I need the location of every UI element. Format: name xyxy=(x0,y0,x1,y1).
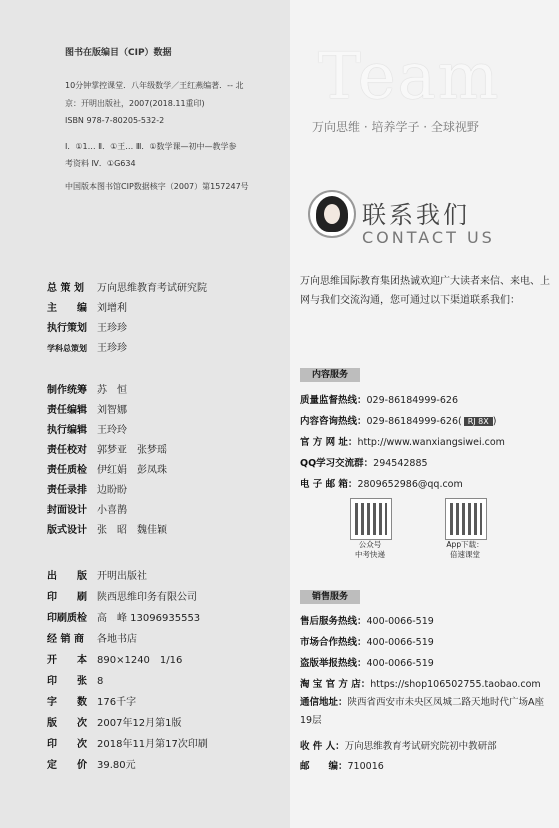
email-link[interactable]: 2809652986@qq.com xyxy=(357,479,463,490)
contact-heading-en: CONTACT US xyxy=(362,228,495,247)
qr-caption: App下载： 倍速课堂 xyxy=(446,540,484,559)
edition-tag: RJ 8X xyxy=(464,417,493,426)
cip-line: 中国版本图书馆CIP数据核字（2007）第157247号 xyxy=(65,182,249,191)
info-row: 淘 宝 官 方 店：https://shop106502755.taobao.com xyxy=(300,679,541,690)
intro-text: 万向思维国际教育集团热诚欢迎广大读者来信、来电、上网与我们交流沟通，您可通过以下渠道联系我们： xyxy=(300,276,550,306)
credit-row: 责任校对 郭梦亚 张梦瑶 xyxy=(47,445,167,456)
cip-line: 考资料 Ⅳ．①G634 xyxy=(65,159,136,168)
credit-row: 责任质检 伊红娟 彭凤珠 xyxy=(47,465,167,476)
credit-row: 印 张 8 xyxy=(47,676,104,687)
credit-row: 学科总策划 王珍珍 xyxy=(47,343,127,354)
address-block: 通信地址：陕西省西安市未央区凤城二路天地时代广场A座19层 xyxy=(300,697,545,726)
sales-service-heading: 销售服务 xyxy=(300,590,360,604)
contact-heading: 联系我们 xyxy=(362,201,470,229)
info-row: 电 子 邮 箱：2809652986@qq.com xyxy=(300,479,463,490)
info-row: 售后服务热线：400-0066-519 xyxy=(300,616,434,627)
credit-row: 总 策 划 万向思维教育考试研究院 xyxy=(47,283,207,294)
credit-row: 执行策划 王珍珍 xyxy=(47,323,127,334)
credit-row: 印 刷 陕西思维印务有限公司 xyxy=(47,592,197,603)
credit-row: 印刷质检 高 峰 13096935553 xyxy=(47,613,201,624)
credit-row: 字 数 176千字 xyxy=(47,697,137,708)
cip-line: 10分钟掌控课堂．八年级数学／王红燕编著．-- 北 xyxy=(65,81,244,90)
cip-line: Ⅰ．①1… Ⅱ．①王… Ⅲ．①数学课—初中—教学参 xyxy=(65,142,237,151)
credit-row: 经 销 商 各地书店 xyxy=(47,634,137,645)
cip-line: ISBN 978-7-80205-532-2 xyxy=(65,116,165,125)
qr-code-icon xyxy=(445,498,487,540)
postcode-row: 邮 编：710016 xyxy=(300,761,384,772)
website-link[interactable]: http://www.wanxiangsiwei.com xyxy=(357,437,505,448)
credit-row: 出 版 开明出版社 xyxy=(47,571,147,582)
slogan: 万向思维 · 培养学子 · 全球视野 xyxy=(312,120,479,134)
info-row: 内容咨询热线：029-86184999-626( RJ 8X ) xyxy=(300,416,497,427)
team-wordmark: Team xyxy=(318,40,501,114)
info-row: 市场合作热线：400-0066-519 xyxy=(300,637,434,648)
info-row: 官 方 网 址：http://www.wanxiangsiwei.com xyxy=(300,437,505,448)
credit-row: 版 次 2007年12月第1版 xyxy=(47,718,182,729)
credit-row: 制作统筹 苏 恒 xyxy=(47,385,127,396)
receiver-row: 收 件 人：万向思维教育考试研究院初中教研部 xyxy=(300,741,497,752)
info-row: QQ学习交流群：294542885 xyxy=(300,458,428,469)
credit-row: 开 本 890×1240 1/16 xyxy=(47,655,183,666)
info-row: 盗版举报热线：400-0066-519 xyxy=(300,658,434,669)
taobao-link[interactable]: https://shop106502755.taobao.com xyxy=(370,679,541,690)
qr-caption: 公众号 中考快递 xyxy=(355,540,385,559)
credit-row: 主 编 刘增利 xyxy=(47,303,127,314)
credit-row: 责任编辑 刘智娜 xyxy=(47,405,127,416)
qr-code-icon xyxy=(350,498,392,540)
credit-row: 定 价 39.80元 xyxy=(47,760,136,771)
avatar-illustration xyxy=(308,190,356,238)
info-row: 质量监督热线：029-86184999-626 xyxy=(300,395,458,406)
credit-row: 执行编辑 王玲玲 xyxy=(47,425,127,436)
credit-row: 印 次 2018年11月第17次印刷 xyxy=(47,739,208,750)
credit-row: 版式设计 张 昭 魏佳颖 xyxy=(47,525,167,536)
cip-line: 京：开明出版社，2007(2018.11重印) xyxy=(65,99,205,108)
cip-title: 图书在版编目（CIP）数据 xyxy=(65,48,172,58)
credit-row: 封面设计 小喜鹊 xyxy=(47,505,127,516)
content-service-heading: 内容服务 xyxy=(300,368,360,382)
credit-row: 责任录排 边盼盼 xyxy=(47,485,127,496)
